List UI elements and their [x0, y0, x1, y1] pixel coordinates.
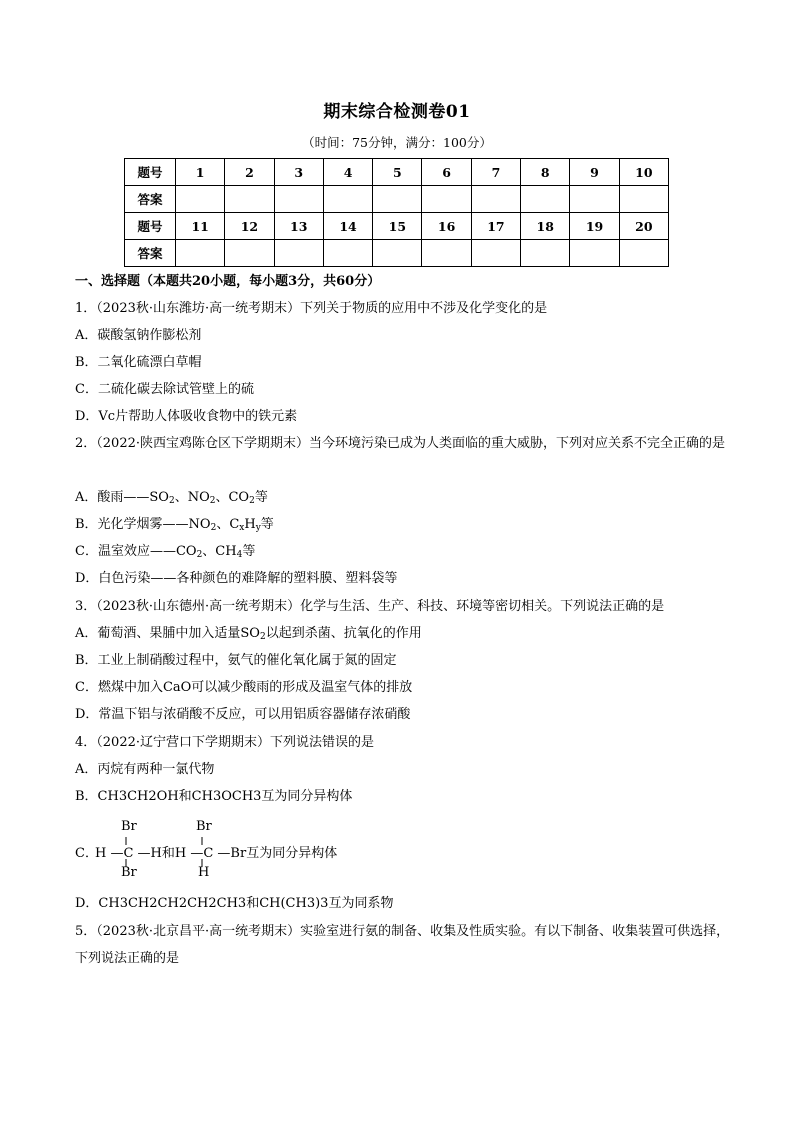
- answer-cell[interactable]: [521, 240, 570, 267]
- question-number-cell: 4: [323, 159, 372, 186]
- option-c-text: 、CH: [202, 544, 237, 559]
- structure-atom-label: H: [198, 865, 210, 880]
- subscript: x: [239, 523, 245, 533]
- answer-table: [124, 158, 669, 267]
- section-header: 一、选择题（本题共20小题，每小题3分，共60分）: [75, 274, 381, 289]
- answer-cell[interactable]: [323, 240, 372, 267]
- question-number-cell: 9: [570, 159, 619, 186]
- question-number-cell: 15: [373, 213, 422, 240]
- subscript: 2: [196, 550, 203, 560]
- row-label-number: 题号: [125, 213, 176, 240]
- answer-cell[interactable]: [176, 186, 225, 213]
- question-1-option-a: A．碳酸氢钠作膨松剂: [75, 328, 202, 343]
- question-number-cell: 13: [274, 213, 323, 240]
- question-number-cell: 20: [619, 213, 668, 240]
- option-a-text: 以起到杀菌、抗氧化的作用: [265, 626, 422, 641]
- question-3-option-d: D．常温下铝与浓硝酸不反应，可以用铝质容器储存浓硝酸: [75, 707, 411, 722]
- page-title: 期末综合检测卷01: [323, 102, 471, 122]
- question-number-cell: 14: [323, 213, 372, 240]
- answer-cell[interactable]: [570, 240, 619, 267]
- question-4-option-a: A．丙烷有两种一氯代物: [75, 762, 215, 777]
- option-b-text: 等: [260, 517, 274, 532]
- answer-cell[interactable]: [274, 240, 323, 267]
- question-1-stem: 1．（2023秋·山东潍坊·高一统考期末）下列关于物质的应用中不涉及化学变化的是: [75, 301, 548, 316]
- question-4-stem: 4．（2022·辽宁营口下学期期末）下列说法错误的是: [75, 735, 374, 750]
- option-b-text: B．光化学烟雾——NO: [75, 517, 211, 532]
- subscript: 2: [259, 632, 266, 642]
- question-number-cell: 12: [225, 213, 274, 240]
- answer-cell[interactable]: [176, 240, 225, 267]
- question-1-option-b: B．二氧化硫漂白草帽: [75, 355, 202, 370]
- question-3-option-a: [75, 624, 735, 644]
- subscript: 4: [236, 550, 243, 560]
- structure-bonds-icon: [75, 815, 275, 885]
- question-3-stem: 3．（2023秋·山东德州·高一统考期末）化学与生活、生产、科技、环境等密切相关。下列说法正确的是: [75, 599, 665, 614]
- option-a-text: A．葡萄酒、果脯中加入适量SO: [75, 626, 260, 641]
- question-number-cell: 11: [176, 213, 225, 240]
- question-number-cell: 6: [422, 159, 471, 186]
- answer-cell[interactable]: [619, 186, 668, 213]
- answer-cell[interactable]: [422, 186, 471, 213]
- question-2-stem: 2．（2022·陕西宝鸡陈仓区下学期期末）当今环境污染已成为人类面临的重大威胁，下列对应关系不完全正确的是: [75, 436, 725, 451]
- option-a-text: 、CO: [215, 490, 250, 505]
- answer-table-answer-row: [125, 240, 669, 267]
- question-number-cell: 2: [225, 159, 274, 186]
- question-number-cell: 8: [521, 159, 570, 186]
- question-4-option-d: D．CH3CH2CH2CH2CH3和CH(CH3)3互为同系物: [75, 896, 394, 911]
- answer-cell[interactable]: [570, 186, 619, 213]
- question-number-cell: 16: [422, 213, 471, 240]
- question-5-stem: 5．（2023秋·北京昌平·高一统考期末）实验室进行氨的制备、收集及性质实验。有以下制备、收集装置可供选择，下列说法正确的是: [75, 924, 730, 966]
- question-2-option-b: [75, 515, 735, 535]
- row-label-answer: 答案: [125, 240, 176, 267]
- question-number-cell: 18: [521, 213, 570, 240]
- answer-table-answer-row: [125, 186, 669, 213]
- answer-cell[interactable]: [422, 240, 471, 267]
- answer-cell[interactable]: [323, 186, 372, 213]
- answer-cell[interactable]: [274, 186, 323, 213]
- subscript: 2: [249, 496, 255, 506]
- question-3-option-c: C．燃煤中加入CaO可以减少酸雨的形成及温室气体的排放: [75, 680, 413, 695]
- option-a-text: 、NO: [174, 490, 210, 505]
- answer-cell[interactable]: [471, 186, 520, 213]
- question-1-option-c: C．二硫化碳去除试管壁上的硫: [75, 382, 254, 397]
- subscript: y: [255, 523, 261, 533]
- subscript: 2: [210, 523, 217, 533]
- option-c-text: C．温室效应——CO: [75, 544, 197, 559]
- question-3-option-b: B．工业上制硝酸过程中，氨气的催化氧化属于氮的固定: [75, 653, 397, 668]
- question-number-cell: 19: [570, 213, 619, 240]
- answer-cell[interactable]: [225, 186, 274, 213]
- option-c-text: 等: [242, 544, 256, 559]
- option-a-text: A．酸雨——SO: [75, 490, 169, 505]
- option-b-text: 、C: [216, 517, 240, 532]
- structure-atom-label: Br: [121, 819, 137, 834]
- structure-atom-label: Br: [121, 865, 137, 880]
- row-label-number: 题号: [125, 159, 176, 186]
- answer-cell[interactable]: [521, 186, 570, 213]
- structure-atom-label: Br: [196, 819, 212, 834]
- option-b-text: H: [244, 517, 256, 532]
- answer-table-number-row: [125, 159, 669, 186]
- answer-cell[interactable]: [471, 240, 520, 267]
- question-1-option-d: D．Vc片帮助人体吸收食物中的铁元素: [75, 409, 298, 424]
- question-number-cell: 5: [373, 159, 422, 186]
- subscript: 2: [168, 496, 175, 506]
- answer-cell[interactable]: [225, 240, 274, 267]
- question-2-option-c: [75, 542, 735, 562]
- question-number-cell: 1: [176, 159, 225, 186]
- exam-time-score: （时间：75分钟，满分：100分）: [302, 135, 492, 150]
- question-2-option-a: [75, 488, 735, 508]
- answer-cell[interactable]: [373, 240, 422, 267]
- answer-cell[interactable]: [619, 240, 668, 267]
- answer-cell[interactable]: [373, 186, 422, 213]
- question-number-cell: 17: [471, 213, 520, 240]
- row-label-answer: 答案: [125, 186, 176, 213]
- question-4-option-c: [75, 815, 575, 885]
- option-c-label: C．: [75, 846, 98, 861]
- structural-formula-text: H —C —H和H —C —Br互为同分异构体: [95, 846, 338, 861]
- question-number-cell: 7: [471, 159, 520, 186]
- question-number-cell: 10: [619, 159, 668, 186]
- answer-table-number-row: [125, 213, 669, 240]
- question-number-cell: 3: [274, 159, 323, 186]
- option-a-text: 等: [254, 490, 268, 505]
- question-4-option-b: B．CH3CH2OH和CH3OCH3互为同分异构体: [75, 789, 353, 804]
- question-2-option-d: D．白色污染——各种颜色的难降解的塑料膜、塑料袋等: [75, 571, 398, 586]
- subscript: 2: [209, 496, 216, 506]
